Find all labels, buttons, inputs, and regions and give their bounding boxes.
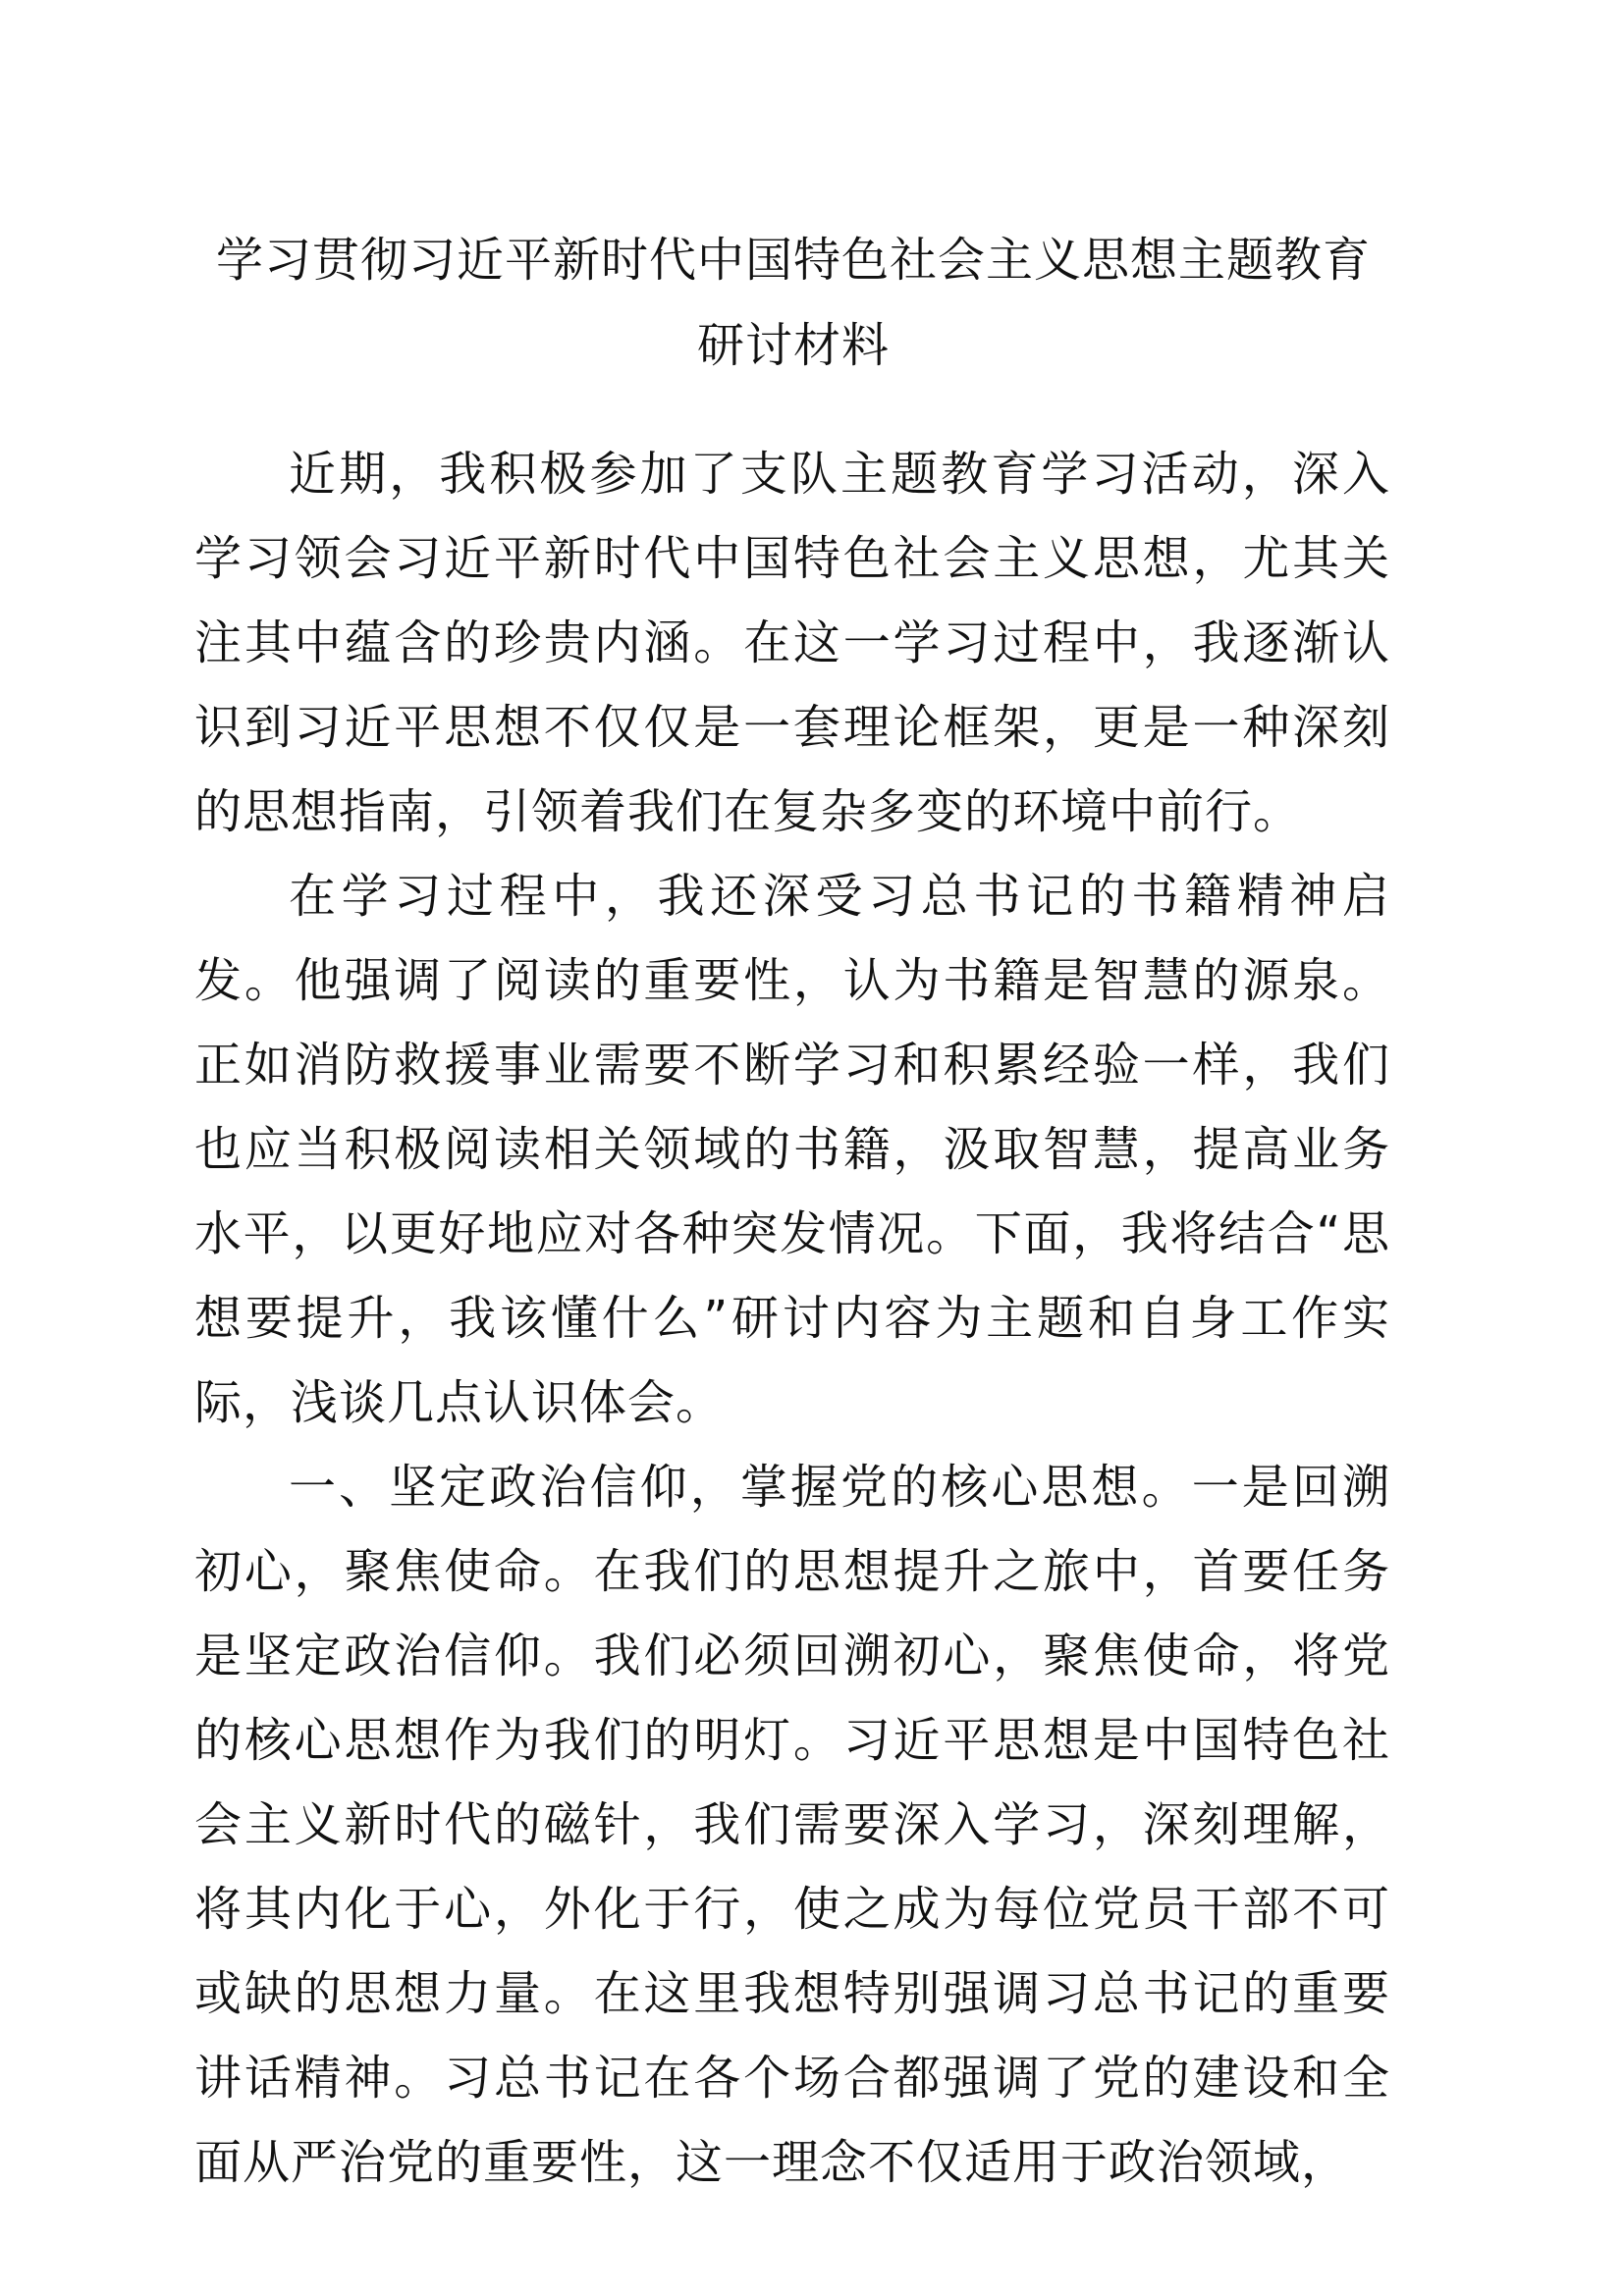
paragraph-reading: 在学习过程中，我还深受习总书记的书籍精神启发。他强调了阅读的重要性，认为书籍是智慧的源泉。正如消防救援事业需要不断学习和积累经验一样，我们也应当积极阅读相关领域的书籍，汲取智慧，提高业务水平，以更好地应对各种突发情况。下面，我将结合“思想要提升，我该懂什么”研讨内容为主题和自身工作实际，浅谈几点认识体会。	[194, 869, 1390, 1430]
document-body	[194, 432, 1390, 2205]
paragraph-section-one: 一、坚定政治信仰，掌握党的核心思想。一是回溯初心，聚焦使命。在我们的思想提升之旅中，首要任务是坚定政治信仰。我们必须回溯初心，聚焦使命，将党的核心思想作为我们的明灯。习近平思想是中国特色社会主义新时代的磁针，我们需要深入学习，深刻理解，将其内化于心，外化于行，使之成为每位党员干部不可或缺的思想力量。在这里我想特别强调习总书记的重要讲话精神。习总书记在各个场合都强调了党的建设和全面从严治党的重要性，这一理念不仅适用于政治领域，	[194, 1460, 1390, 2190]
paragraph-intro: 近期，我积极参加了支队主题教育学习活动，深入学习领会习近平新时代中国特色社会主义思想，尤其关注其中蕴含的珍贵内涵。在这一学习过程中，我逐渐认识到习近平思想不仅仅是一套理论框架，更是一种深刻的思想指南，引领着我们在复杂多变的环境中前行。	[194, 447, 1390, 839]
document-title: 学习贯彻习近平新时代中国特色社会主义思想主题教育研讨材料	[215, 233, 1371, 373]
